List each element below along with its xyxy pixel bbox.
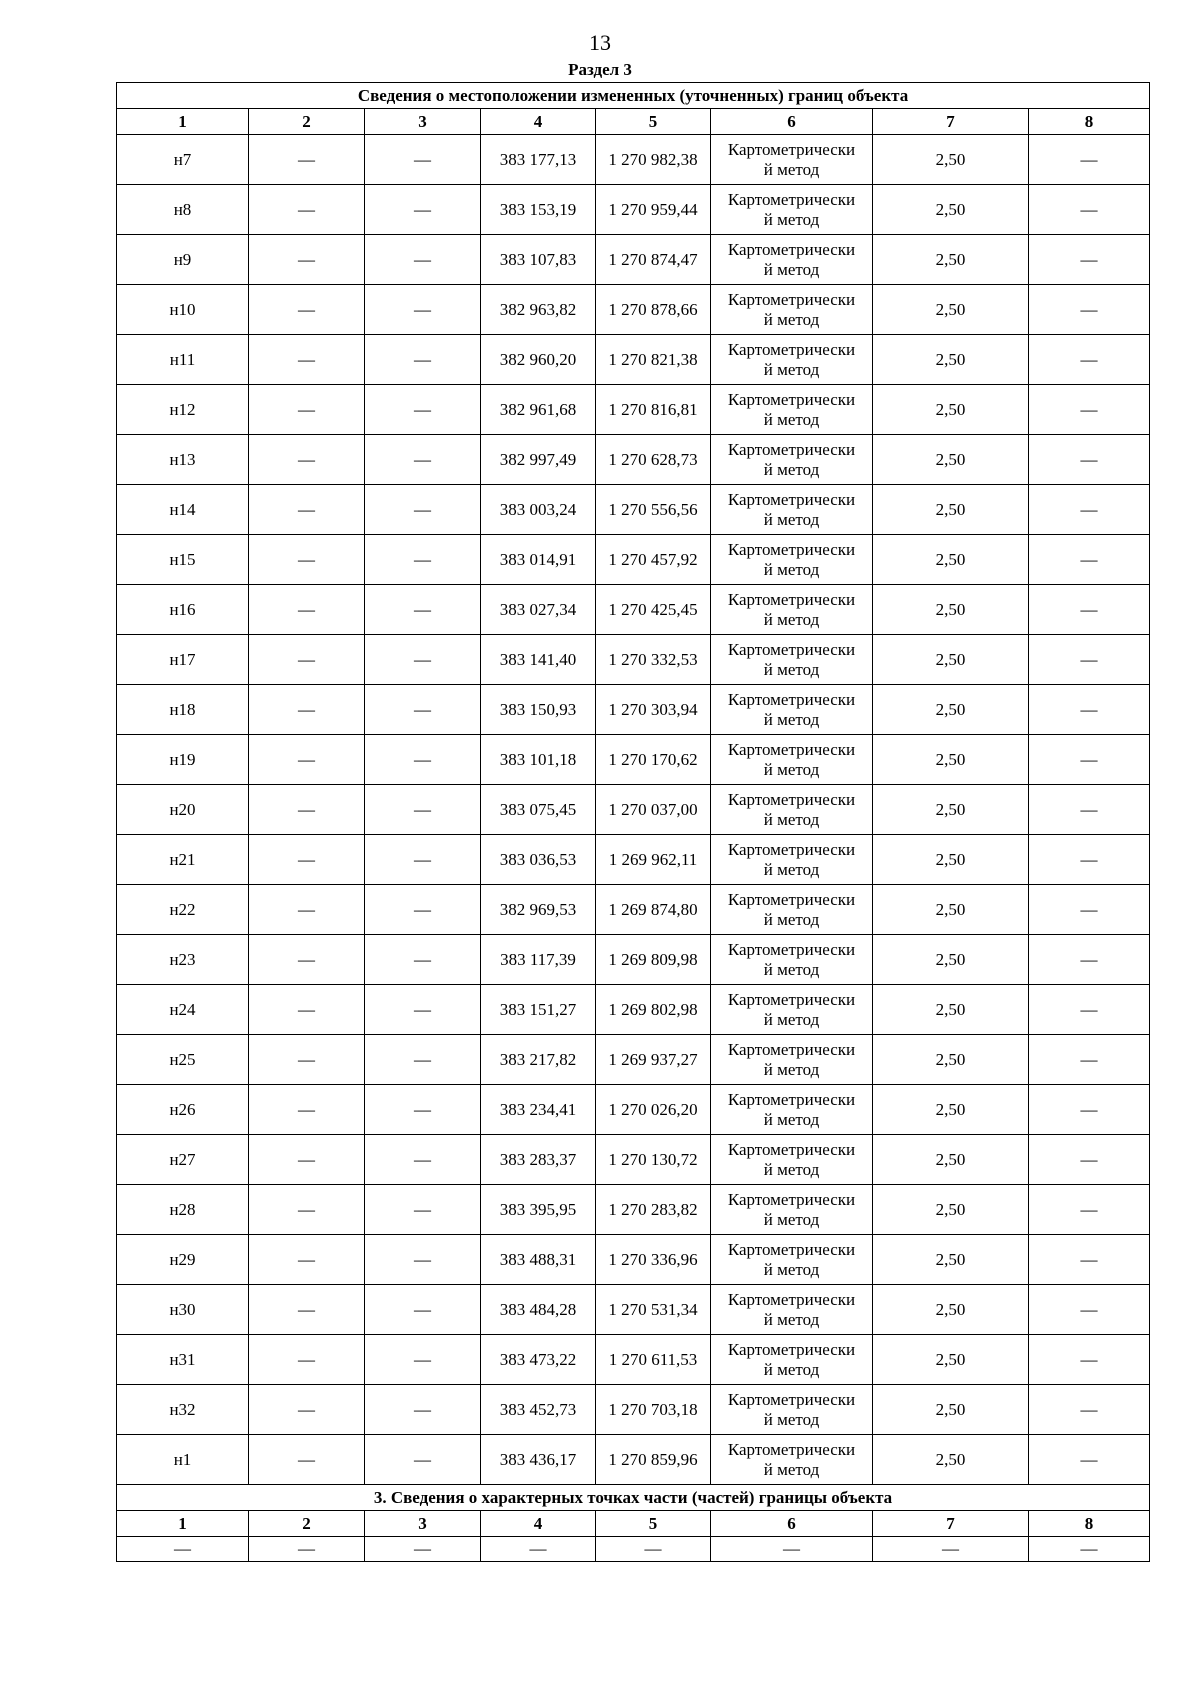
parts-cell: — (117, 1537, 249, 1562)
x-coordinate-cell: 382 963,82 (481, 285, 596, 335)
x-coordinate-cell: 382 960,20 (481, 335, 596, 385)
column-number: 4 (481, 1511, 596, 1537)
cell-col-3: — (365, 435, 481, 485)
x-coordinate-cell: 382 969,53 (481, 885, 596, 935)
cell-col-2: — (249, 1035, 365, 1085)
y-coordinate-cell: 1 270 336,96 (596, 1235, 711, 1285)
accuracy-cell: 2,50 (873, 185, 1029, 235)
point-name-cell: н17 (117, 635, 249, 685)
cell-col-2: — (249, 885, 365, 935)
x-coordinate-cell: 383 075,45 (481, 785, 596, 835)
table-row (117, 985, 1150, 1035)
x-coordinate-cell: 383 151,27 (481, 985, 596, 1035)
cell-col-8: — (1029, 285, 1150, 335)
point-name-cell: н30 (117, 1285, 249, 1335)
cell-col-8: — (1029, 1335, 1150, 1385)
method-cell: Картометрически й метод (711, 635, 873, 685)
column-number: 5 (596, 1511, 711, 1537)
cell-col-2: — (249, 235, 365, 285)
x-coordinate-cell: 383 488,31 (481, 1235, 596, 1285)
cell-col-8: — (1029, 235, 1150, 285)
x-coordinate-cell: 383 014,91 (481, 535, 596, 585)
cell-col-2: — (249, 285, 365, 335)
cell-col-2: — (249, 685, 365, 735)
cell-col-2: — (249, 535, 365, 585)
y-coordinate-cell: 1 270 332,53 (596, 635, 711, 685)
method-cell: Картометрически й метод (711, 185, 873, 235)
method-cell: Картометрически й метод (711, 1435, 873, 1485)
cell-col-3: — (365, 185, 481, 235)
point-name-cell: н31 (117, 1335, 249, 1385)
table-row (117, 735, 1150, 785)
method-cell: Картометрически й метод (711, 1135, 873, 1185)
point-name-cell: н1 (117, 1435, 249, 1485)
cell-col-8: — (1029, 735, 1150, 785)
column-number: 5 (596, 109, 711, 135)
y-coordinate-cell: 1 269 962,11 (596, 835, 711, 885)
point-name-cell: н16 (117, 585, 249, 635)
y-coordinate-cell: 1 270 130,72 (596, 1135, 711, 1185)
method-cell: Картометрически й метод (711, 585, 873, 635)
point-name-cell: н32 (117, 1385, 249, 1435)
y-coordinate-cell: 1 270 611,53 (596, 1335, 711, 1385)
cell-col-8: — (1029, 1185, 1150, 1235)
column-number: 1 (117, 109, 249, 135)
cell-col-3: — (365, 985, 481, 1035)
table-row (117, 385, 1150, 435)
table-row (117, 1035, 1150, 1085)
table-row (117, 435, 1150, 485)
cell-col-2: — (249, 485, 365, 535)
accuracy-cell: 2,50 (873, 285, 1029, 335)
cell-col-3: — (365, 935, 481, 985)
table-row (117, 1385, 1150, 1435)
x-coordinate-cell: 383 150,93 (481, 685, 596, 735)
point-name-cell: н12 (117, 385, 249, 435)
table-row (117, 1285, 1150, 1335)
cell-col-3: — (365, 1235, 481, 1285)
cell-col-8: — (1029, 1235, 1150, 1285)
point-name-cell: н14 (117, 485, 249, 535)
method-cell: Картометрически й метод (711, 1235, 873, 1285)
method-cell: Картометрически й метод (711, 985, 873, 1035)
y-coordinate-cell: 1 270 821,38 (596, 335, 711, 385)
cell-col-8: — (1029, 585, 1150, 635)
cell-col-2: — (249, 335, 365, 385)
cell-col-3: — (365, 835, 481, 885)
x-coordinate-cell: 383 436,17 (481, 1435, 596, 1485)
method-cell: Картометрически й метод (711, 435, 873, 485)
x-coordinate-cell: 383 217,82 (481, 1035, 596, 1085)
cell-col-2: — (249, 1135, 365, 1185)
point-name-cell: н29 (117, 1235, 249, 1285)
accuracy-cell: 2,50 (873, 135, 1029, 185)
table-row (117, 1335, 1150, 1385)
parts-cell: — (365, 1537, 481, 1562)
cell-col-8: — (1029, 535, 1150, 585)
method-cell: Картометрически й метод (711, 1185, 873, 1235)
y-coordinate-cell: 1 270 283,82 (596, 1185, 711, 1235)
accuracy-cell: 2,50 (873, 385, 1029, 435)
cell-col-3: — (365, 635, 481, 685)
cell-col-2: — (249, 385, 365, 435)
accuracy-cell: 2,50 (873, 1085, 1029, 1135)
accuracy-cell: 2,50 (873, 635, 1029, 685)
cell-col-8: — (1029, 485, 1150, 535)
accuracy-cell: 2,50 (873, 535, 1029, 585)
parts-cell: — (249, 1537, 365, 1562)
table-title-row (117, 83, 1150, 109)
accuracy-cell: 2,50 (873, 835, 1029, 885)
x-coordinate-cell: 383 177,13 (481, 135, 596, 185)
cell-col-8: — (1029, 1135, 1150, 1185)
method-cell: Картометрически й метод (711, 735, 873, 785)
cell-col-2: — (249, 1235, 365, 1285)
x-coordinate-cell: 383 141,40 (481, 635, 596, 685)
accuracy-cell: 2,50 (873, 335, 1029, 385)
table-row (117, 1085, 1150, 1135)
table-row (117, 935, 1150, 985)
section-title: Раздел 3 (568, 60, 632, 79)
x-coordinate-cell: 383 283,37 (481, 1135, 596, 1185)
cell-col-3: — (365, 785, 481, 835)
method-cell: Картометрически й метод (711, 685, 873, 735)
method-cell: Картометрически й метод (711, 135, 873, 185)
point-name-cell: н19 (117, 735, 249, 785)
table-row (117, 485, 1150, 535)
cell-col-8: — (1029, 1285, 1150, 1335)
cell-col-2: — (249, 1085, 365, 1135)
method-cell: Картометрически й метод (711, 385, 873, 435)
cell-col-3: — (365, 735, 481, 785)
y-coordinate-cell: 1 270 816,81 (596, 385, 711, 435)
cell-col-8: — (1029, 685, 1150, 735)
cell-col-2: — (249, 435, 365, 485)
point-name-cell: н26 (117, 1085, 249, 1135)
x-coordinate-cell: 383 153,19 (481, 185, 596, 235)
method-cell: Картометрически й метод (711, 785, 873, 835)
cell-col-2: — (249, 635, 365, 685)
point-name-cell: н24 (117, 985, 249, 1035)
accuracy-cell: 2,50 (873, 1385, 1029, 1435)
point-name-cell: н7 (117, 135, 249, 185)
cell-col-2: — (249, 985, 365, 1035)
x-coordinate-cell: 383 484,28 (481, 1285, 596, 1335)
cell-col-3: — (365, 685, 481, 735)
y-coordinate-cell: 1 270 037,00 (596, 785, 711, 835)
y-coordinate-cell: 1 270 531,34 (596, 1285, 711, 1335)
x-coordinate-cell: 383 107,83 (481, 235, 596, 285)
cell-col-2: — (249, 735, 365, 785)
accuracy-cell: 2,50 (873, 485, 1029, 535)
accuracy-cell: 2,50 (873, 1285, 1029, 1335)
accuracy-cell: 2,50 (873, 235, 1029, 285)
table-row (117, 585, 1150, 635)
method-cell: Картометрически й метод (711, 535, 873, 585)
point-name-cell: н21 (117, 835, 249, 885)
cell-col-3: — (365, 1335, 481, 1385)
cell-col-3: — (365, 485, 481, 535)
accuracy-cell: 2,50 (873, 735, 1029, 785)
cell-col-3: — (365, 285, 481, 335)
x-coordinate-cell: 383 473,22 (481, 1335, 596, 1385)
accuracy-cell: 2,50 (873, 1435, 1029, 1485)
column-number: 3 (365, 1511, 481, 1537)
point-name-cell: н18 (117, 685, 249, 735)
point-name-cell: н11 (117, 335, 249, 385)
method-cell: Картометрически й метод (711, 885, 873, 935)
parts-cell: — (873, 1537, 1029, 1562)
method-cell: Картометрически й метод (711, 1385, 873, 1435)
table-row (117, 1185, 1150, 1235)
column-number: 6 (711, 109, 873, 135)
point-name-cell: н9 (117, 235, 249, 285)
cell-col-8: — (1029, 385, 1150, 435)
x-coordinate-cell: 382 961,68 (481, 385, 596, 435)
y-coordinate-cell: 1 269 874,80 (596, 885, 711, 935)
cell-col-8: — (1029, 1385, 1150, 1435)
column-number: 7 (873, 109, 1029, 135)
cell-col-3: — (365, 585, 481, 635)
parts-section-title: 3. Сведения о характерных точках части (частей) границы объекта (117, 1485, 1150, 1511)
y-coordinate-cell: 1 270 703,18 (596, 1385, 711, 1435)
cell-col-2: — (249, 1385, 365, 1435)
method-cell: Картометрически й метод (711, 935, 873, 985)
column-number: 7 (873, 1511, 1029, 1537)
cell-col-8: — (1029, 185, 1150, 235)
cell-col-8: — (1029, 1085, 1150, 1135)
point-name-cell: н23 (117, 935, 249, 985)
method-cell: Картометрически й метод (711, 235, 873, 285)
column-number: 2 (249, 1511, 365, 1537)
point-name-cell: н28 (117, 1185, 249, 1235)
y-coordinate-cell: 1 270 628,73 (596, 435, 711, 485)
table-row (117, 1435, 1150, 1485)
parts-empty-row (117, 1537, 1150, 1562)
cell-col-2: — (249, 1335, 365, 1385)
y-coordinate-cell: 1 270 859,96 (596, 1435, 711, 1485)
cell-col-2: — (249, 835, 365, 885)
cell-col-8: — (1029, 935, 1150, 985)
point-name-cell: н22 (117, 885, 249, 935)
x-coordinate-cell: 383 452,73 (481, 1385, 596, 1435)
cell-col-2: — (249, 585, 365, 635)
cell-col-8: — (1029, 985, 1150, 1035)
column-number: 1 (117, 1511, 249, 1537)
y-coordinate-cell: 1 270 026,20 (596, 1085, 711, 1135)
method-cell: Картометрически й метод (711, 485, 873, 535)
y-coordinate-cell: 1 269 809,98 (596, 935, 711, 985)
method-cell: Картометрически й метод (711, 335, 873, 385)
parts-cell: — (481, 1537, 596, 1562)
cell-col-2: — (249, 1435, 365, 1485)
boundary-points-table (116, 82, 1150, 1562)
x-coordinate-cell: 383 117,39 (481, 935, 596, 985)
cell-col-3: — (365, 1035, 481, 1085)
column-number: 2 (249, 109, 365, 135)
cell-col-2: — (249, 1185, 365, 1235)
x-coordinate-cell: 383 003,24 (481, 485, 596, 535)
y-coordinate-cell: 1 270 303,94 (596, 685, 711, 735)
cell-col-8: — (1029, 885, 1150, 935)
table-row (117, 535, 1150, 585)
cell-col-2: — (249, 1285, 365, 1335)
cell-col-2: — (249, 785, 365, 835)
table-row (117, 685, 1150, 735)
accuracy-cell: 2,50 (873, 935, 1029, 985)
cell-col-8: — (1029, 1435, 1150, 1485)
point-name-cell: н8 (117, 185, 249, 235)
point-name-cell: н25 (117, 1035, 249, 1085)
cell-col-8: — (1029, 1035, 1150, 1085)
table-row (117, 185, 1150, 235)
cell-col-3: — (365, 1385, 481, 1435)
accuracy-cell: 2,50 (873, 985, 1029, 1035)
cell-col-8: — (1029, 785, 1150, 835)
parts-section-title-row (117, 1485, 1150, 1511)
y-coordinate-cell: 1 270 170,62 (596, 735, 711, 785)
method-cell: Картометрически й метод (711, 1285, 873, 1335)
table-row (117, 135, 1150, 185)
cell-col-8: — (1029, 635, 1150, 685)
parts-column-numbers-row (117, 1511, 1150, 1537)
cell-col-2: — (249, 135, 365, 185)
accuracy-cell: 2,50 (873, 1235, 1029, 1285)
cell-col-3: — (365, 885, 481, 935)
point-name-cell: н10 (117, 285, 249, 335)
y-coordinate-cell: 1 270 556,56 (596, 485, 711, 535)
x-coordinate-cell: 383 036,53 (481, 835, 596, 885)
cell-col-8: — (1029, 435, 1150, 485)
column-number: 6 (711, 1511, 873, 1537)
cell-col-3: — (365, 135, 481, 185)
cell-col-2: — (249, 935, 365, 985)
x-coordinate-cell: 383 027,34 (481, 585, 596, 635)
cell-col-3: — (365, 1185, 481, 1235)
parts-cell: — (1029, 1537, 1150, 1562)
cell-col-8: — (1029, 835, 1150, 885)
table-row (117, 835, 1150, 885)
y-coordinate-cell: 1 270 959,44 (596, 185, 711, 235)
y-coordinate-cell: 1 269 937,27 (596, 1035, 711, 1085)
accuracy-cell: 2,50 (873, 585, 1029, 635)
method-cell: Картометрически й метод (711, 1335, 873, 1385)
accuracy-cell: 2,50 (873, 1035, 1029, 1085)
column-number: 8 (1029, 1511, 1150, 1537)
accuracy-cell: 2,50 (873, 885, 1029, 935)
table-row (117, 285, 1150, 335)
column-number: 3 (365, 109, 481, 135)
table-row (117, 1235, 1150, 1285)
parts-cell: — (711, 1537, 873, 1562)
cell-col-3: — (365, 385, 481, 435)
x-coordinate-cell: 383 234,41 (481, 1085, 596, 1135)
y-coordinate-cell: 1 270 874,47 (596, 235, 711, 285)
cell-col-3: — (365, 1285, 481, 1335)
x-coordinate-cell: 383 101,18 (481, 735, 596, 785)
table-row (117, 335, 1150, 385)
y-coordinate-cell: 1 270 982,38 (596, 135, 711, 185)
cell-col-3: — (365, 1435, 481, 1485)
table-row (117, 235, 1150, 285)
accuracy-cell: 2,50 (873, 1335, 1029, 1385)
cell-col-8: — (1029, 135, 1150, 185)
cell-col-3: — (365, 535, 481, 585)
table-row (117, 885, 1150, 935)
table-row (117, 1135, 1150, 1185)
cell-col-3: — (365, 1135, 481, 1185)
column-numbers-row (117, 109, 1150, 135)
point-name-cell: н15 (117, 535, 249, 585)
accuracy-cell: 2,50 (873, 785, 1029, 835)
column-number: 4 (481, 109, 596, 135)
cell-col-8: — (1029, 335, 1150, 385)
method-cell: Картометрически й метод (711, 835, 873, 885)
method-cell: Картометрически й метод (711, 285, 873, 335)
accuracy-cell: 2,50 (873, 435, 1029, 485)
method-cell: Картометрически й метод (711, 1035, 873, 1085)
accuracy-cell: 2,50 (873, 685, 1029, 735)
point-name-cell: н27 (117, 1135, 249, 1185)
table-row (117, 635, 1150, 685)
cell-col-2: — (249, 185, 365, 235)
cell-col-3: — (365, 1085, 481, 1135)
table-body (117, 83, 1150, 1562)
page-number: 13 (589, 30, 611, 55)
y-coordinate-cell: 1 270 457,92 (596, 535, 711, 585)
y-coordinate-cell: 1 269 802,98 (596, 985, 711, 1035)
y-coordinate-cell: 1 270 425,45 (596, 585, 711, 635)
accuracy-cell: 2,50 (873, 1135, 1029, 1185)
column-number: 8 (1029, 109, 1150, 135)
parts-cell: — (596, 1537, 711, 1562)
cell-col-3: — (365, 235, 481, 285)
table-row (117, 785, 1150, 835)
method-cell: Картометрически й метод (711, 1085, 873, 1135)
x-coordinate-cell: 383 395,95 (481, 1185, 596, 1235)
y-coordinate-cell: 1 270 878,66 (596, 285, 711, 335)
x-coordinate-cell: 382 997,49 (481, 435, 596, 485)
cell-col-3: — (365, 335, 481, 385)
table-title: Сведения о местоположении измененных (уточненных) границ объекта (117, 83, 1150, 109)
accuracy-cell: 2,50 (873, 1185, 1029, 1235)
point-name-cell: н13 (117, 435, 249, 485)
point-name-cell: н20 (117, 785, 249, 835)
